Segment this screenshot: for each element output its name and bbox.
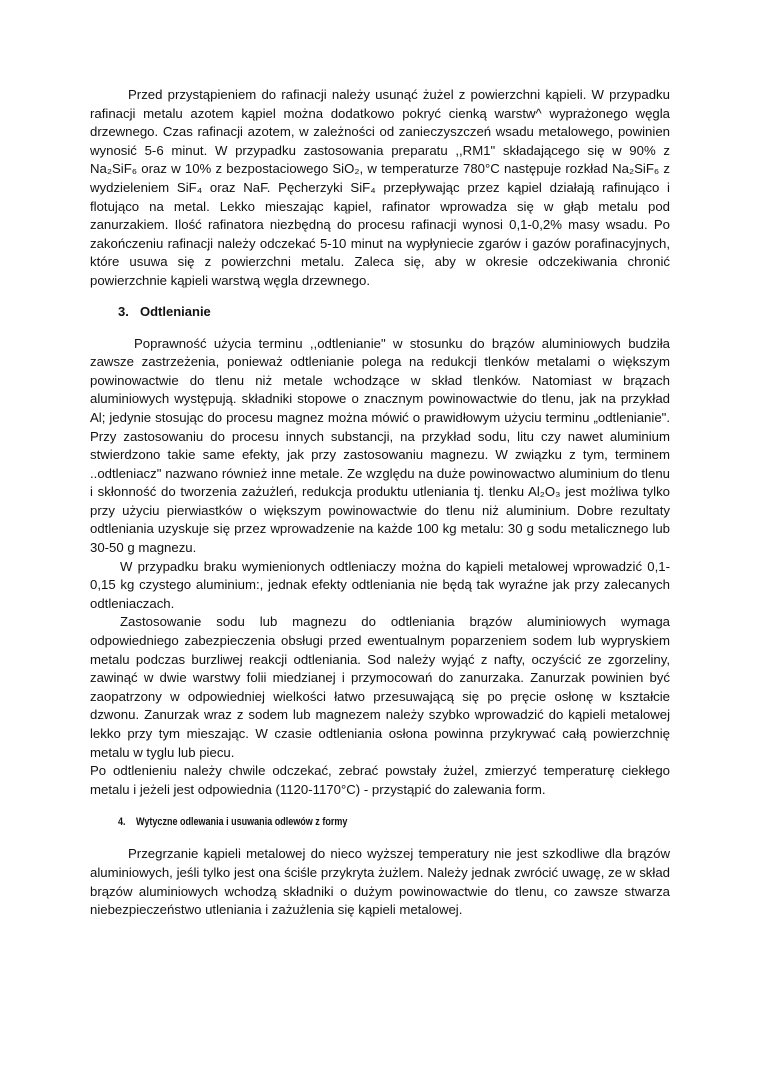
refining-paragraph: Przed przystąpieniem do rafinacji należy usunąć żużel z powierzchni kąpieli. W przypadku rafinacji metalu azotem kąpiel można dodatkowo pokryć cienką warstw^ wyprażonego węgla drzewnego. Czas rafinacji azotem, w zależności od zanieczyszczeń wsadu metalowego, powinien wynosić 5-6 minut. W przypadku zastosowania preparatu ,,RM1" składającego się w 90% z Na₂SiF₆ oraz w 10% z bezpostaciowego SiO₂, w temperaturze 780°C następuje rozkład Na₂SiF₆ z wydzieleniem SiF₄ oraz NaF. Pęcherzyki SiF₄ przepływając przez kąpiel działają rafinująco i flotująco na metal. Lekko mieszając kąpiel, rafinator wprowadza się w głąb metalu pod zanurzakiem. Ilość rafinatora niezbędną do procesu rafinacji wynosi 0,1-0,2% masy wsadu. Po zakończeniu rafinacji należy odczekać 5-10 minut na wypłyniecie zgarów i gazów porafinacyjnych, które usuwa się z powierzchni metalu. Zaleca się, aby w okresie odczekiwania chronić powierzchnie kąpieli warstwą węgla drzewnego. <box>90 87 670 288</box>
section-3-number: 3. <box>118 303 129 319</box>
deoxidation-paragraph-2: W przypadku braku wymienionych odtleniaczy można do kąpieli metalowej wprowadzić 0,1-0,15 kg czystego aluminium:, jednak efekty odtleniania nie będą tak wyraźne jak przy zalecanych odtleniaczach. <box>90 558 670 611</box>
deoxidation-paragraph-4: Po odtlenieniu należy chwile odczekać, zebrać powstały żużel, zmierzyć temperaturę ciekłego metalu i jeżeli jest odpowiednia (1120-1170°C) - przystąpić do zalewania form. <box>90 763 670 797</box>
section-4-number: 4. <box>118 816 126 829</box>
section-4-title: Wytyczne odlewania i usuwania odlewów z formy <box>136 816 348 829</box>
casting-paragraph-1: Przegrzanie kąpieli metalowej do nieco wyższej temperatury nie jest szkodliwe dla brązów aluminiowych, jeśli tylko jest ona ściśle przykryta żużlem. Należy jednak zwrócić uwagę, ze w skład brązów aluminiowych wchodzą składniki o dużym powinowactwie do tlenu, co zawsze stwarza niebezpieczeństwo utleniania i zażużlenia się kąpieli metalowej. <box>90 846 670 918</box>
deoxidation-paragraph-3: Zastosowanie sodu lub magnezu do odtleniania brązów aluminiowych wymaga odpowiedniego zabezpieczenia obsługi przed ewentualnym poparzeniem sodem lub wypryskiem metalu podczas burzliwej reakcji odtleniania. Sod należy wyjąć z nafty, oczyścić ze zgorzeliny, zawinąć w dwie warstwy folii miedzianej i przymocowań do zanurzaka. Zanurzak powinien być zaopatrzony w odpowiedniej wielkości łatwo przesuwającą się po pręcie osłonę w kształcie dzwonu. Zanurzak wraz z sodem lub magnezem należy szybko wprowadzić do kąpieli metalowej lekko przy tym mieszając. W czasie odtleniania osłona powinna przykrywać całą powierzchnię metalu w tyglu lub piecu. <box>90 614 670 760</box>
section-4-heading <box>118 813 571 831</box>
section-3-title: Odtlenianie <box>140 303 211 319</box>
deoxidation-paragraph-1: Poprawność użycia terminu ,,odtlenianie" w stosunku do brązów aluminiowych budziła zawsze zastrzeżenia, ponieważ odtlenianie polega na redukcji tlenków metalami o większym powinowactwie do tlenu niż metale wchodzące w skład tlenków. Natomiast w brązach aluminiowych występują. składniki stopowe o znacznym powinowactwie do tlenu, jak na przykład Al; jedynie stosując do procesu magnez można mówić o prawidłowym użyciu terminu „odtlenianie". Przy zastosowaniu do procesu innych substancji, na przykład sodu, litu czy nawet aluminium stwierdzono takie same efekty, jak przy zastosowaniu magnezu. W związku z tym, terminem ..odtleniacz" nazwano również inne metale. Ze względu na duże powinowactwo aluminium do tlenu i skłonność do tworzenia zażużleń, redukcja produktu utleniania tj. tlenku Al₂O₃ jest możliwa tylko przy użyciu pierwiastków o większym powinowactwie do tlenu niż aluminium. Dobre rezultaty odtleniania uzyskuje się przez wprowadzenie na każde 100 kg metalu: 30 g sodu metalicznego lub 30-50 g magnezu. <box>90 335 670 556</box>
section-3-heading <box>118 303 670 321</box>
document-body <box>90 86 670 920</box>
